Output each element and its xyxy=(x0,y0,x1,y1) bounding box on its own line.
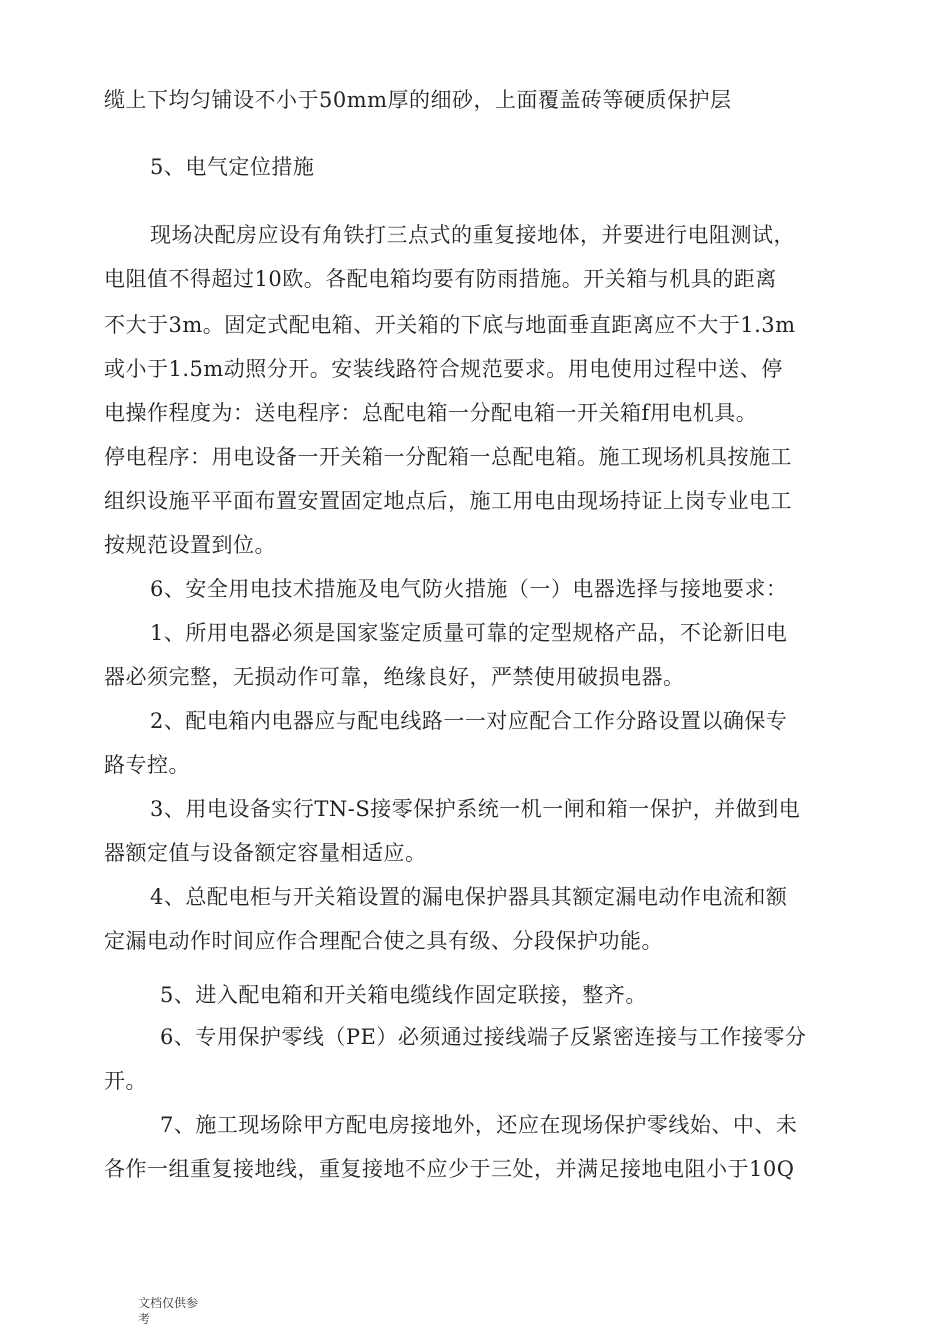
footer-line: 文档仅供参 xyxy=(138,1296,199,1310)
text-line: 按规范设置到位。 xyxy=(104,533,276,557)
section-heading: 6、安全用电技术措施及电气防火措施（一）电器选择与接地要求： xyxy=(150,577,788,601)
text-line: 缆上下均匀铺设不小于50mm厚的细砂，上面覆盖砖等硬质保护层 xyxy=(104,88,732,112)
text-line: 开。 xyxy=(104,1069,147,1093)
text-line: 不大于3m。固定式配电箱、开关箱的下底与地面垂直距离应不大于1.3m xyxy=(104,313,796,337)
text-line: 路专控。 xyxy=(104,753,190,777)
footer-line: 考 xyxy=(138,1312,151,1326)
list-item: 5、进入配电箱和开关箱电缆线作固定联接，整齐。 xyxy=(160,983,647,1007)
list-item: 4、总配电柜与开关箱设置的漏电保护器具其额定漏电动作电流和额 xyxy=(150,885,788,909)
text-line: 器必须完整，无损动作可靠，绝缘良好，严禁使用破损电器。 xyxy=(104,665,685,689)
text-line: 各作一组重复接地线，重复接地不应少于三处，并满足接地电阻小于10Q xyxy=(104,1157,795,1181)
text-line: 电阻值不得超过10欧。各配电箱均要有防雨措施。开关箱与机具的距离 xyxy=(104,267,777,291)
text-line: 电操作程度为：送电程序：总配电箱一分配电箱一开关箱f用电机具。 xyxy=(104,401,758,425)
list-item: 1、所用电器必须是国家鉴定质量可靠的定型规格产品，不论新旧电 xyxy=(150,621,788,645)
list-item: 2、配电箱内电器应与配电线路一一对应配合工作分路设置以确保专 xyxy=(150,709,788,733)
text-line: 现场决配房应设有角铁打三点式的重复接地体，并要进行电阻测试， xyxy=(150,223,795,247)
text-line: 或小于1.5m动照分开。安装线路符合规范要求。用电使用过程中送、停 xyxy=(104,357,783,381)
section-heading: 5、电气定位措施 xyxy=(150,155,315,179)
text-line: 停电程序：用电设备一开关箱一分配箱一总配电箱。施工现场机具按施工 xyxy=(104,445,792,469)
list-item: 7、施工现场除甲方配电房接地外，还应在现场保护零线始、中、未 xyxy=(160,1113,798,1137)
list-item: 3、用电设备实行TN-S接零保护系统一机一闸和箱一保护，并做到电 xyxy=(150,797,801,821)
text-line: 定漏电动作时间应作合理配合使之具有级、分段保护功能。 xyxy=(104,929,663,953)
text-line: 器额定值与设备额定容量相适应。 xyxy=(104,841,427,865)
list-item: 6、专用保护零线（PE）必须通过接线端子反紧密连接与工作接零分 xyxy=(160,1025,807,1049)
text-line: 组织设施平平面布置安置固定地点后，施工用电由现场持证上岗专业电工 xyxy=(104,489,792,513)
